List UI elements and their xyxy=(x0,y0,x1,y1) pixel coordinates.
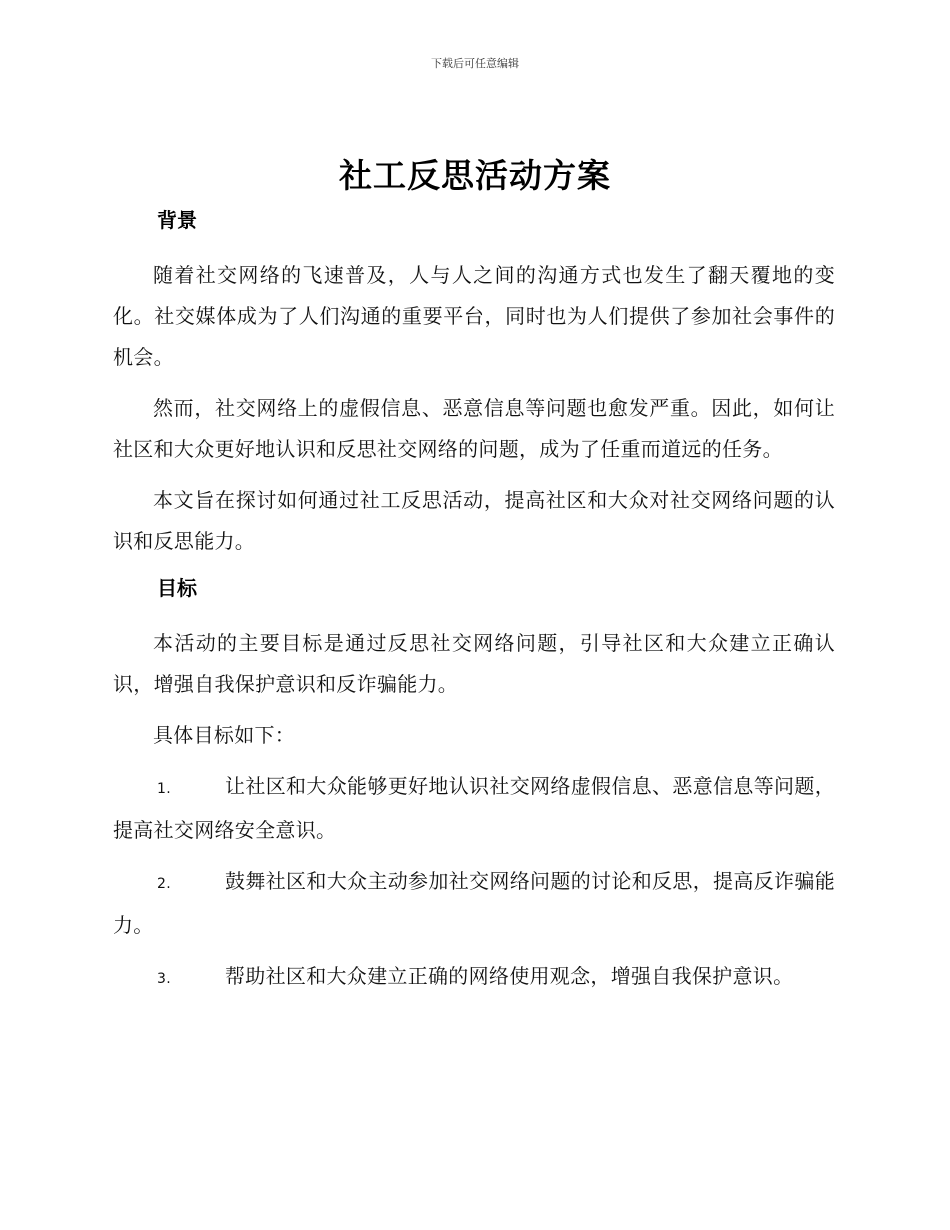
list-number: 3. xyxy=(157,971,171,987)
document-body xyxy=(113,204,835,1010)
list-item-text: 让社区和大众能够更好地认识社交网络虚假信息、恶意信息等问题，提高社交网络安全意识。 xyxy=(113,774,835,842)
background-paragraph-1: 随着社交网络的飞速普及，人与人之间的沟通方式也发生了翻天覆地的变化。社交媒体成为了人们沟通的重要平台，同时也为人们提供了参加社会事件的机会。 xyxy=(113,263,835,369)
list-number: 1. xyxy=(157,781,171,797)
goals-paragraph-2: 具体目标如下： xyxy=(153,723,296,747)
header-note: 下载后可任意编辑 xyxy=(431,57,519,70)
goal-list-item xyxy=(113,956,835,1000)
document-title: 社工反思活动方案 xyxy=(339,156,611,195)
section-heading-background: 背景 xyxy=(157,208,197,232)
goal-list-item xyxy=(113,766,835,851)
list-number: 2. xyxy=(157,876,171,892)
section-heading-goals: 目标 xyxy=(157,576,197,600)
background-paragraph-2: 然而，社交网络上的虚假信息、恶意信息等问题也愈发严重。因此，如何让社区和大众更好地认识和反思社交网络的问题，成为了任重而道远的任务。 xyxy=(113,396,835,461)
background-paragraph-3: 本文旨在探讨如何通过社工反思活动，提高社区和大众对社交网络问题的认识和反思能力。 xyxy=(113,488,835,553)
goal-list-item xyxy=(113,861,835,946)
list-item-text: 鼓舞社区和大众主动参加社交网络问题的讨论和反思，提高反诈骗能力。 xyxy=(113,869,835,937)
list-item-text: 帮助社区和大众建立正确的网络使用观念，增强自我保护意识。 xyxy=(225,964,794,988)
goals-paragraph-1: 本活动的主要目标是通过反思社交网络问题，引导社区和大众建立正确认识，增强自我保护意识和反诈骗能力。 xyxy=(113,631,835,696)
